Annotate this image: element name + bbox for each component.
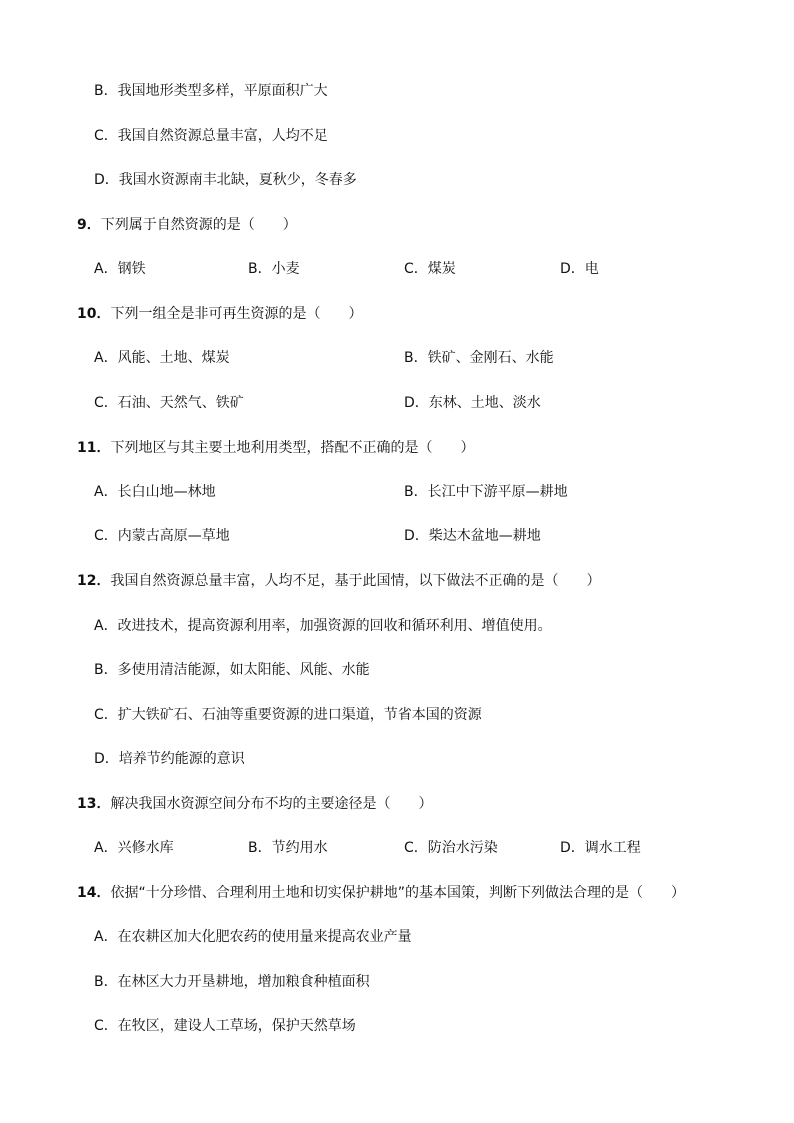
question-text: 下列属于自然资源的是（ ） bbox=[100, 217, 297, 233]
question-14 bbox=[77, 883, 685, 903]
question-text: 依据“十分珍惜、合理利用土地和切实保护耕地”的基本国策，判断下列做法合理的是（ ） bbox=[110, 885, 685, 901]
option-12d: D．培养节约能源的意识 bbox=[94, 751, 245, 767]
option-10c: C．石油、天然气、铁矿 bbox=[94, 395, 244, 411]
option-14b: B．在林区大力开垦耕地，增加粮食种植面积 bbox=[94, 974, 370, 990]
option-11c: C．内蒙古高原—草地 bbox=[94, 528, 230, 544]
option-8d: D．我国水资源南丰北缺，夏秋少，冬春多 bbox=[94, 172, 357, 188]
question-11 bbox=[77, 438, 474, 458]
option-9b: B．小麦 bbox=[248, 261, 300, 277]
option-10a: A．风能、土地、煤炭 bbox=[94, 350, 230, 366]
question-text: 我国自然资源总量丰富，人均不足，基于此国情，以下做法不正确的是（ ） bbox=[110, 573, 601, 589]
question-13 bbox=[77, 794, 432, 814]
option-14c: C．在牧区，建设人工草场，保护天然草场 bbox=[94, 1018, 356, 1034]
option-13b: B．节约用水 bbox=[248, 840, 328, 856]
question-10 bbox=[77, 304, 362, 324]
option-11a: A．长白山地—林地 bbox=[94, 484, 216, 500]
option-13a: A．兴修水库 bbox=[94, 840, 174, 856]
option-8b: B．我国地形类型多样，平原面积广大 bbox=[94, 83, 328, 99]
option-10d: D．东林、土地、淡水 bbox=[404, 395, 541, 411]
option-9d: D．电 bbox=[560, 261, 599, 277]
option-10b: B．铁矿、金刚石、水能 bbox=[404, 350, 554, 366]
option-9c: C．煤炭 bbox=[404, 261, 456, 277]
option-9a: A．钢铁 bbox=[94, 261, 146, 277]
question-text: 下列一组全是非可再生资源的是（ ） bbox=[110, 306, 363, 322]
option-12b: B．多使用清洁能源，如太阳能、风能、水能 bbox=[94, 662, 370, 678]
option-12a: A．改进技术，提高资源利用率，加强资源的回收和循环利用、增值使用。 bbox=[94, 618, 552, 634]
option-11d: D．柴达木盆地—耕地 bbox=[404, 528, 541, 544]
question-number: 13． bbox=[77, 796, 111, 812]
question-9 bbox=[77, 215, 297, 235]
question-number: 11． bbox=[77, 440, 111, 456]
option-13d: D．调水工程 bbox=[560, 840, 641, 856]
question-text: 下列地区与其主要土地利用类型，搭配不正确的是（ ） bbox=[110, 440, 475, 456]
option-14a: A．在农耕区加大化肥农药的使用量来提高农业产量 bbox=[94, 929, 412, 945]
question-number: 14． bbox=[77, 885, 111, 901]
option-13c: C．防治水污染 bbox=[404, 840, 498, 856]
question-text: 解决我国水资源空间分布不均的主要途径是（ ） bbox=[110, 796, 433, 812]
question-number: 10． bbox=[77, 306, 111, 322]
question-12 bbox=[77, 571, 600, 591]
question-number: 12． bbox=[77, 573, 111, 589]
option-11b: B．长江中下游平原—耕地 bbox=[404, 484, 568, 500]
question-number: 9． bbox=[77, 217, 101, 233]
option-12c: C．扩大铁矿石、石油等重要资源的进口渠道，节省本国的资源 bbox=[94, 707, 482, 723]
option-8c: C．我国自然资源总量丰富，人均不足 bbox=[94, 128, 328, 144]
